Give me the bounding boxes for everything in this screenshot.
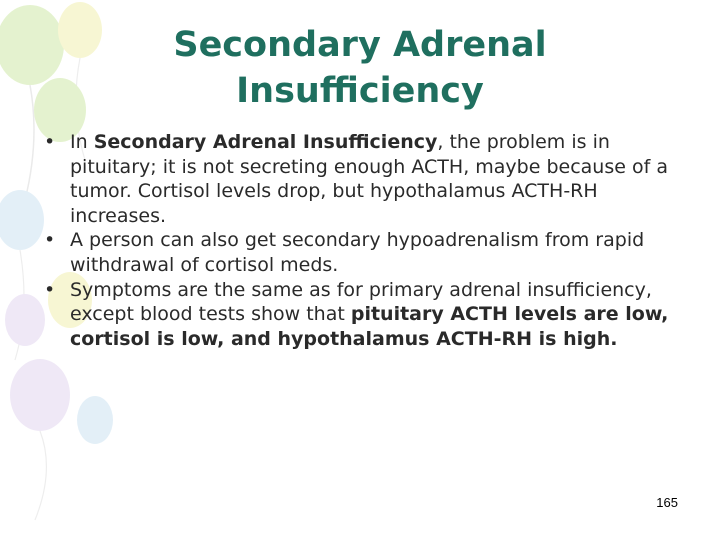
slide-body — [44, 130, 684, 351]
bullet-item — [44, 228, 684, 277]
title-line-1: Secondary Adrenal — [173, 25, 547, 65]
bullet-item — [44, 278, 684, 352]
slide-title — [110, 22, 610, 114]
bullet-bold-text: pituitary ACTH levels are low, cortisol is low, and hypothalamus ACTH-RH is high. — [70, 303, 669, 350]
bullet-text: In — [70, 131, 94, 153]
bullet-text: , the problem is in pituitary; it is not secreting enough ACTH, maybe because of a tumor. Cortisol levels drop, but hypothalamus ACTH-RH increases. — [70, 131, 668, 227]
bullet-bold-text: Secondary Adrenal Insufficiency — [93, 131, 438, 153]
page-number: 165 — [656, 495, 678, 510]
bullet-item — [44, 130, 684, 228]
bullet-list — [44, 130, 684, 351]
title-line-2: Insufficiency — [236, 71, 484, 111]
bullet-text: Symptoms are the same as for primary adrenal insufficiency, except blood tests show that — [70, 278, 652, 326]
bullet-text: A person can also get secondary hypoadrenalism from rapid withdrawal of cortisol meds. — [70, 229, 645, 276]
